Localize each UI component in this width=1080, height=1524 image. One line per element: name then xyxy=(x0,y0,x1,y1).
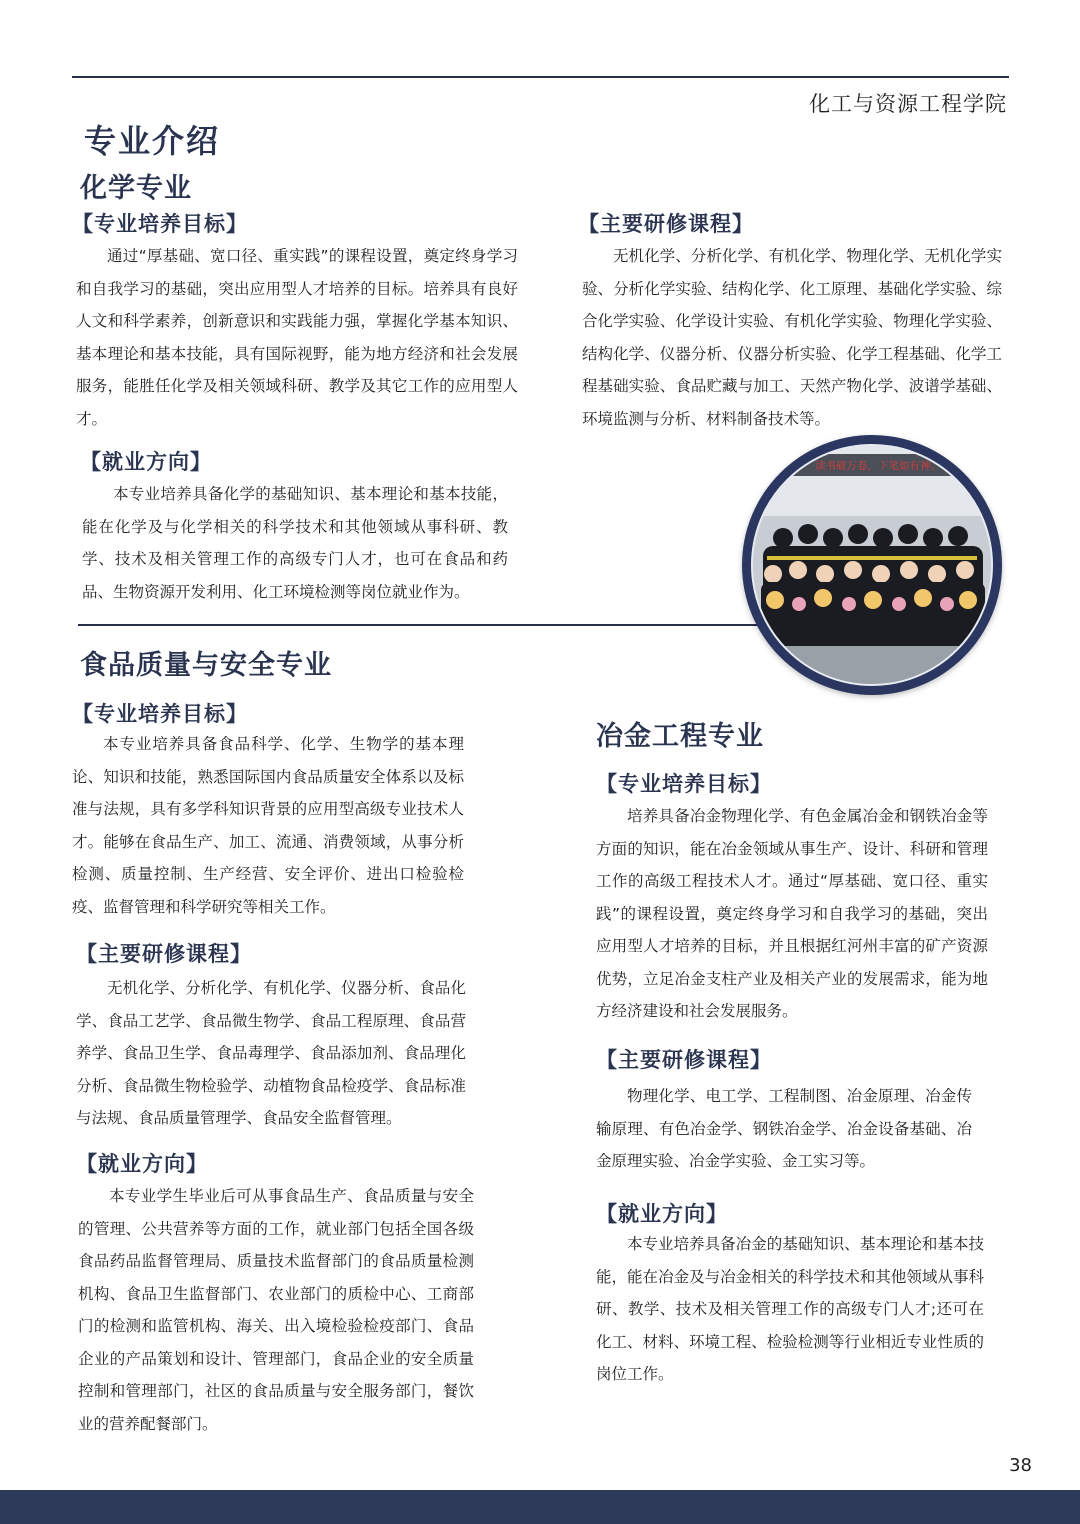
page-number: 38 xyxy=(1009,1455,1032,1476)
chemistry-career-heading: 【就业方向】 xyxy=(80,450,212,474)
chemistry-goal-text: 通过“厚基础、宽口径、重实践”的课程设置，奠定终身学习和自我学习的基础，突出应用型人才培养的目标。培养具有良好人文和科学素养，创新意识和实践能力强，掌握化学基本知识、基本理论和基本技能，具有国际视野，能为地方经济和社会发展服务，能胜任化学及相关领域科研、教学及其它工作的应用型人才。 xyxy=(76,247,518,428)
graduation-photo xyxy=(742,435,1002,695)
chemistry-courses-heading: 【主要研修课程】 xyxy=(578,212,754,236)
footer-bar xyxy=(0,1490,1080,1524)
metallurgy-courses-text: 物理化学、电工学、工程制图、冶金原理、冶金传输原理、有色冶金学、钢铁冶金学、冶金设备基础、冶金原理实验、冶金学实验、金工实习等。 xyxy=(596,1087,972,1170)
chemistry-major-title: 化学专业 xyxy=(80,173,192,204)
food-goal-heading: 【专业培养目标】 xyxy=(72,702,248,726)
metallurgy-major-title: 冶金工程专业 xyxy=(596,721,764,752)
metallurgy-courses-heading: 【主要研修课程】 xyxy=(596,1048,772,1072)
food-courses-heading: 【主要研修课程】 xyxy=(76,942,252,966)
food-goal-text: 本专业培养具备食品科学、化学、生物学的基本理论、知识和技能，熟悉国际国内食品质量安全体系以及标准与法规，具有多学科知识背景的应用型高级专业技术人才。能够在食品生产、加工、流通、消费领域，从事分析检测、质量控制、生产经营、安全评价、进出口检验检疫、监督管理和科学研究等相关工作。 xyxy=(72,735,464,916)
chemistry-career-text: 本专业培养具备化学的基础知识、基本理论和基本技能，能在化学及与化学相关的科学技术和其他领域从事科研、教学、技术及相关管理工作的高级专门人才，也可在食品和药品、生物资源开发利用、化工环境检测等岗位就业作为。 xyxy=(82,485,508,601)
metallurgy-career-heading: 【就业方向】 xyxy=(596,1202,728,1226)
graduates-image xyxy=(753,446,991,684)
chemistry-goal-heading: 【专业培养目标】 xyxy=(72,212,248,236)
food-career-text: 本专业学生毕业后可从事食品生产、食品质量与安全的管理、公共营养等方面的工作，就业部门包括全国各级食品药品监督管理局、质量技术监督部门的食品质量检测机构、食品卫生监督部门、农业部门的质检中心、工商部门的检测和监管机构、海关、出入境检验检疫部门、食品企业的产品策划和设计、管理部门，食品企业的安全质量控制和管理部门，社区的食品质量与安全服务部门，餐饮业的营养配餐部门。 xyxy=(78,1187,474,1433)
college-name: 化工与资源工程学院 xyxy=(809,92,1007,116)
header-rule xyxy=(72,76,1009,78)
page-title: 专业介绍 xyxy=(84,122,221,160)
food-career-heading: 【就业方向】 xyxy=(76,1152,208,1176)
metallurgy-goal-text: 培养具备冶金物理化学、有色金属冶金和钢铁冶金等方面的知识，能在冶金领域从事生产、设计、科研和管理工作的高级工程技术人才。通过“厚基础、宽口径、重实践”的课程设置，奠定终身学习和自我学习的基础，突出应用型人才培养的目标，并且根据红河州丰富的矿产资源优势，立足冶金支柱产业及相关产业的发展需求，能为地方经济建设和社会发展服务。 xyxy=(596,807,988,1020)
metallurgy-goal-heading: 【专业培养目标】 xyxy=(596,772,772,796)
chemistry-courses-text: 无机化学、分析化学、有机化学、物理化学、无机化学实验、分析化学实验、结构化学、化工原理、基础化学实验、综合化学实验、化学设计实验、有机化学实验、物理化学实验、结构化学、仪器分析、仪器分析实验、化学工程基础、化学工程基础实验、食品贮藏与加工、天然产物化学、波谱学基础、环境监测与分析、材料制备技术等。 xyxy=(582,247,1002,428)
section-divider xyxy=(78,624,758,626)
food-major-title: 食品质量与安全专业 xyxy=(80,650,332,681)
metallurgy-career-text: 本专业培养具备冶金的基础知识、基本理论和基本技能，能在冶金及与冶金相关的科学技术和其他领域从事科研、教学、技术及相关管理工作的高级专门人才;还可在化工、材料、环境工程、检验检测等行业相近专业性质的岗位工作。 xyxy=(596,1235,984,1383)
photo-banner-text: 读书破万卷，下笔如有神。 xyxy=(815,460,941,472)
food-courses-text: 无机化学、分析化学、有机化学、仪器分析、食品化学、食品工艺学、食品微生物学、食品工程原理、食品营养学、食品卫生学、食品毒理学、食品添加剂、食品理化分析、食品微生物检验学、动植物食品检疫学、食品标准与法规、食品质量管理学、食品安全监督管理。 xyxy=(76,979,466,1127)
